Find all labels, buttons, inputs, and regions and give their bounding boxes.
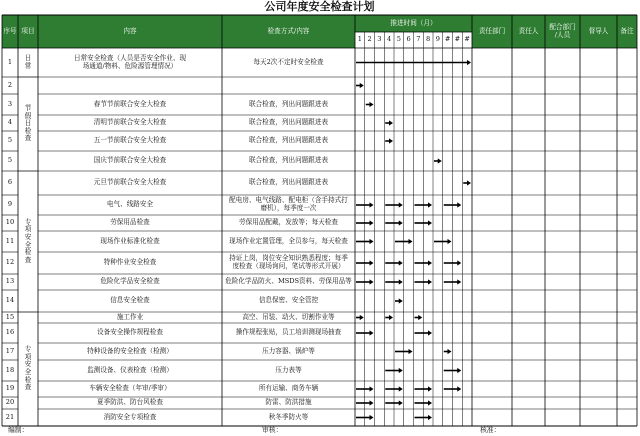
row-seq: 12 (5, 258, 15, 267)
row-content: 日常安全检查（人员是否安全作业、现 场通道/物料、危险源管理情况） (73, 53, 187, 70)
row-seq: 15 (5, 312, 15, 321)
row-content (38, 77, 222, 94)
row-content: 夏季防洪、防台风检查 (97, 398, 163, 407)
schedule-arrow (356, 83, 364, 88)
row-content: 特种作业安全检查 (103, 258, 157, 267)
row-method: 所有运输、商务车辆 (258, 384, 319, 393)
month-9-label: 9 (435, 35, 440, 44)
row-method: 秋冬季防火等 (268, 412, 309, 421)
header-seq: 序号 (3, 26, 17, 35)
row-seq: 1 (7, 57, 13, 66)
header-supervisor: 督导人 (588, 26, 609, 35)
month-12-label: # (464, 35, 470, 44)
row-content: 电气、线路安全 (106, 200, 154, 209)
row-content: 信息安全检查 (110, 296, 150, 305)
row-content: 危险化学品安全检查 (100, 277, 160, 286)
schedule-arrow (415, 315, 423, 320)
row-seq: 11 (5, 236, 15, 245)
row-method: 信息保密、安全管控 (258, 296, 319, 305)
group-label: 节 假 日 检 查 (24, 104, 32, 143)
header-owner-person: 责任人 (518, 26, 539, 35)
month-3-label: 3 (377, 35, 382, 44)
footer-approved: 核准： (480, 426, 501, 435)
row-seq: 20 (5, 398, 15, 407)
row-seq: 2 (7, 80, 13, 89)
group-label: 日 常 (24, 53, 32, 70)
row-content: 国庆节前联合安全大检查 (93, 156, 167, 165)
row-seq: 6 (7, 178, 13, 187)
row-seq: 14 (5, 296, 15, 305)
row-seq: 19 (5, 384, 15, 393)
group-label: 专 项 安 全 检 查 (24, 217, 32, 264)
row-method: 每天2次不定时安全检查 (253, 57, 324, 66)
row-seq: 5 (7, 136, 13, 145)
row-content: 监测设备、仪表检查（检测） (87, 365, 173, 374)
header-remark: 备注 (620, 26, 634, 35)
schedule-arrow (385, 315, 393, 320)
row-seq: 5 (7, 156, 13, 165)
schedule-arrow (356, 315, 364, 320)
month-5-label: 5 (396, 35, 401, 44)
month-2-label: 2 (367, 35, 372, 44)
schedule-arrow (434, 158, 442, 163)
row-content: 元旦节前联合安全大检查 (93, 178, 167, 187)
month-8-label: 8 (426, 35, 431, 44)
row-method: 压力表等 (275, 365, 302, 374)
month-10-label: # (444, 35, 451, 44)
header-owner-dept: 责任部门 (478, 26, 506, 35)
header-coop-dept: 配合部门 /人员 (549, 22, 576, 39)
row-method: 劳保用品配戴，发放等；每天检查 (239, 218, 338, 227)
row-content: 车辆安全检查（年审/季审） (89, 384, 171, 393)
header-item: 项目 (21, 26, 35, 35)
row-method (222, 77, 355, 94)
schedule-arrow (366, 102, 374, 107)
schedule-arrow (444, 349, 452, 354)
schedule-arrow (385, 120, 393, 125)
row-method: 现场作业定置管理，全员参与，每天检查 (229, 236, 348, 245)
header-content: 内容 (123, 26, 137, 35)
month-1-label: 1 (357, 35, 362, 44)
row-content: 设备安全操作规程检查 (97, 328, 163, 337)
row-seq: 17 (5, 346, 15, 355)
row-method: 联合检查，列出问题跟进表 (248, 136, 329, 145)
row-method: 压力容器、锅炉等 (262, 346, 315, 355)
month-6-label: 6 (406, 35, 411, 44)
row-method: 联合检查，列出问题跟进表 (248, 156, 329, 165)
month-11-label: # (454, 35, 461, 44)
footer-reviewed: 审核： (262, 426, 283, 435)
header-method: 检查方式/内容 (267, 26, 310, 35)
row-content: 五一节前联合安全大检查 (93, 136, 167, 145)
row-content: 现场作业标准化检查 (100, 236, 160, 245)
header-timeline: 推进时间（月） (390, 18, 437, 27)
row-content: 春节节前联合安全大检查 (93, 99, 167, 108)
row-seq: 18 (5, 365, 15, 374)
row-method: 联合检查，列出问题跟进表 (248, 99, 329, 108)
row-seq: 16 (5, 328, 15, 337)
row-method: 持证上岗，岗位安全知识熟悉程度；每季 度检查（现场询问，笔试等形式开展） (229, 254, 348, 270)
group-label: 专 项 安 全 检 查 (24, 345, 32, 392)
schedule-arrow (385, 138, 393, 143)
row-content: 施工作业 (116, 312, 144, 321)
row-content: 劳保用品检查 (110, 218, 150, 227)
schedule-arrow (395, 298, 403, 303)
month-4-label: 4 (387, 35, 392, 44)
row-method: 高空、吊装、动火、切割作业等 (242, 312, 335, 321)
schedule-arrow (463, 180, 471, 185)
row-method: 配电房、电气线路、配电柜（含手持式打 磨机），每季度一次 (229, 196, 348, 212)
row-seq: 4 (7, 118, 13, 127)
row-content: 特种设备的安全检查（检测） (87, 346, 173, 355)
row-method: 危险化学品防火、MSDS资料、劳保用品等 (225, 277, 352, 286)
footer-prepared: 编制： (8, 426, 29, 435)
row-method: 防雷、防洪措施 (265, 398, 312, 407)
row-seq: 9 (7, 200, 13, 209)
row-seq: 3 (7, 99, 13, 108)
row-content: 清明节前联合安全大检查 (93, 118, 167, 127)
row-seq: 10 (5, 218, 15, 227)
row-method: 联合检查，列出问题跟进表 (248, 118, 329, 127)
sheet-title: 公司年度安全检查计划 (264, 0, 375, 14)
row-seq: 21 (5, 412, 15, 421)
row-content: 消防安全专项检查 (103, 412, 157, 421)
row-method: 联合检查，列出问题跟进表 (248, 178, 329, 187)
row-seq: 13 (5, 277, 15, 286)
month-7-label: 7 (416, 35, 421, 44)
row-method: 操作规程张贴，员工培训测现场抽查 (235, 328, 342, 337)
